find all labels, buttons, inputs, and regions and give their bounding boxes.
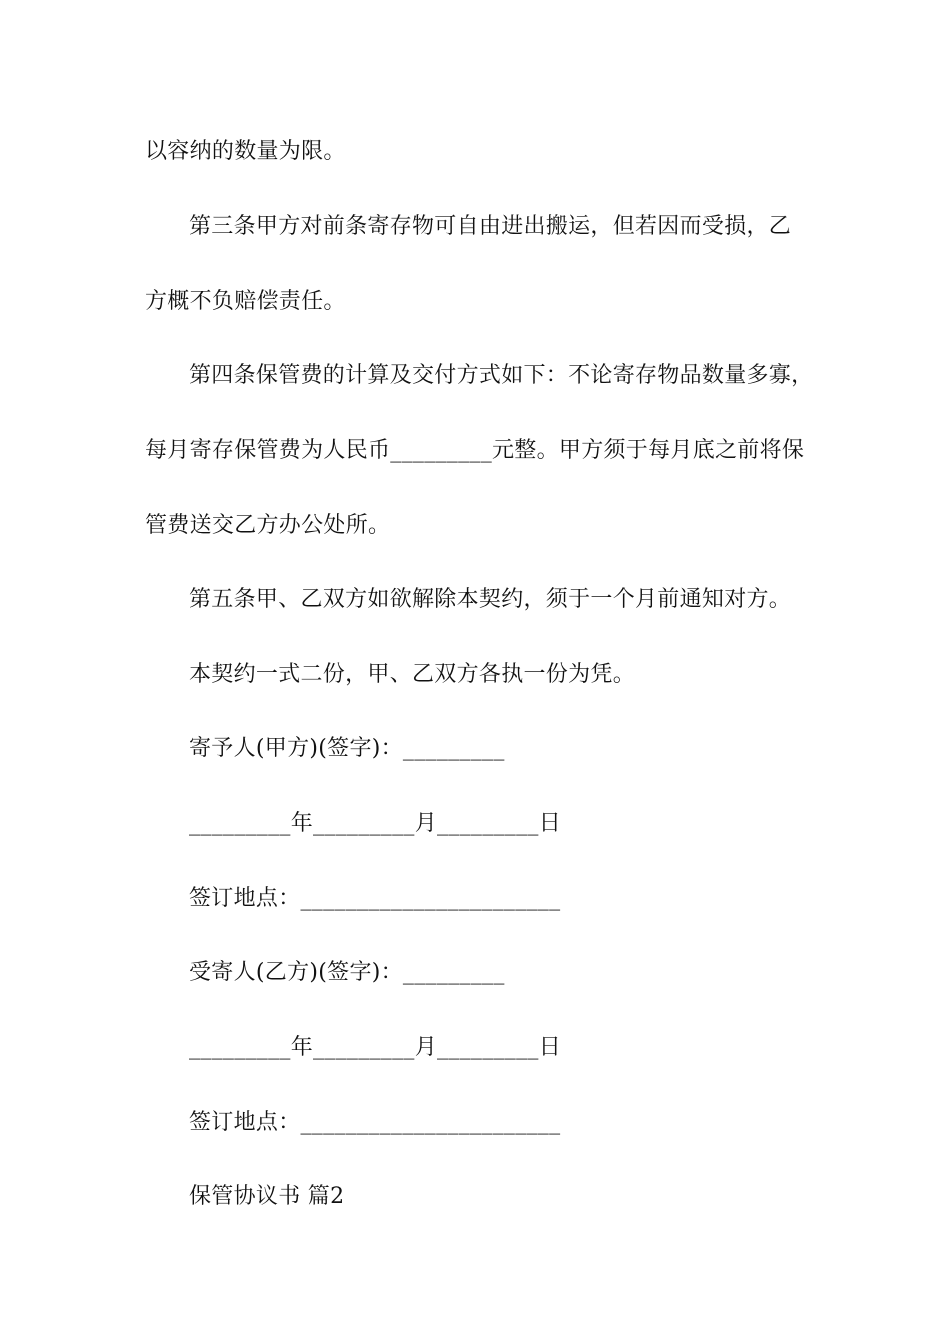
location-line-party-a: 签订地点：_______________________ <box>189 886 561 911</box>
paragraph-line: 本契约一式二份，甲、乙双方各执一份为凭。 <box>189 662 636 687</box>
paragraph-line: 第五条甲、乙双方如欲解除本契约，须于一个月前通知对方。 <box>189 587 792 612</box>
section-heading: 保管协议书 篇2 <box>189 1184 345 1209</box>
date-line-party-a: _________年_________月_________日 <box>189 811 561 836</box>
paragraph-line: 每月寄存保管费为人民币_________元整。甲方须于每月底之前将保 <box>145 438 805 463</box>
signature-line-party-a: 寄予人(甲方)(签字)：_________ <box>189 736 505 761</box>
date-line-party-b: _________年_________月_________日 <box>189 1035 561 1060</box>
paragraph-line: 以容纳的数量为限。 <box>145 139 346 164</box>
location-line-party-b: 签订地点：_______________________ <box>189 1110 561 1135</box>
signature-line-party-b: 受寄人(乙方)(签字)：_________ <box>189 960 505 985</box>
paragraph-line: 方概不负赔偿责任。 <box>145 289 346 314</box>
paragraph-line: 管费送交乙方办公处所。 <box>145 513 391 538</box>
paragraph-line: 第三条甲方对前条寄存物可自由进出搬运，但若因而受损，乙 <box>189 214 792 239</box>
paragraph-line: 第四条保管费的计算及交付方式如下：不论寄存物品数量多寡， <box>189 363 814 388</box>
